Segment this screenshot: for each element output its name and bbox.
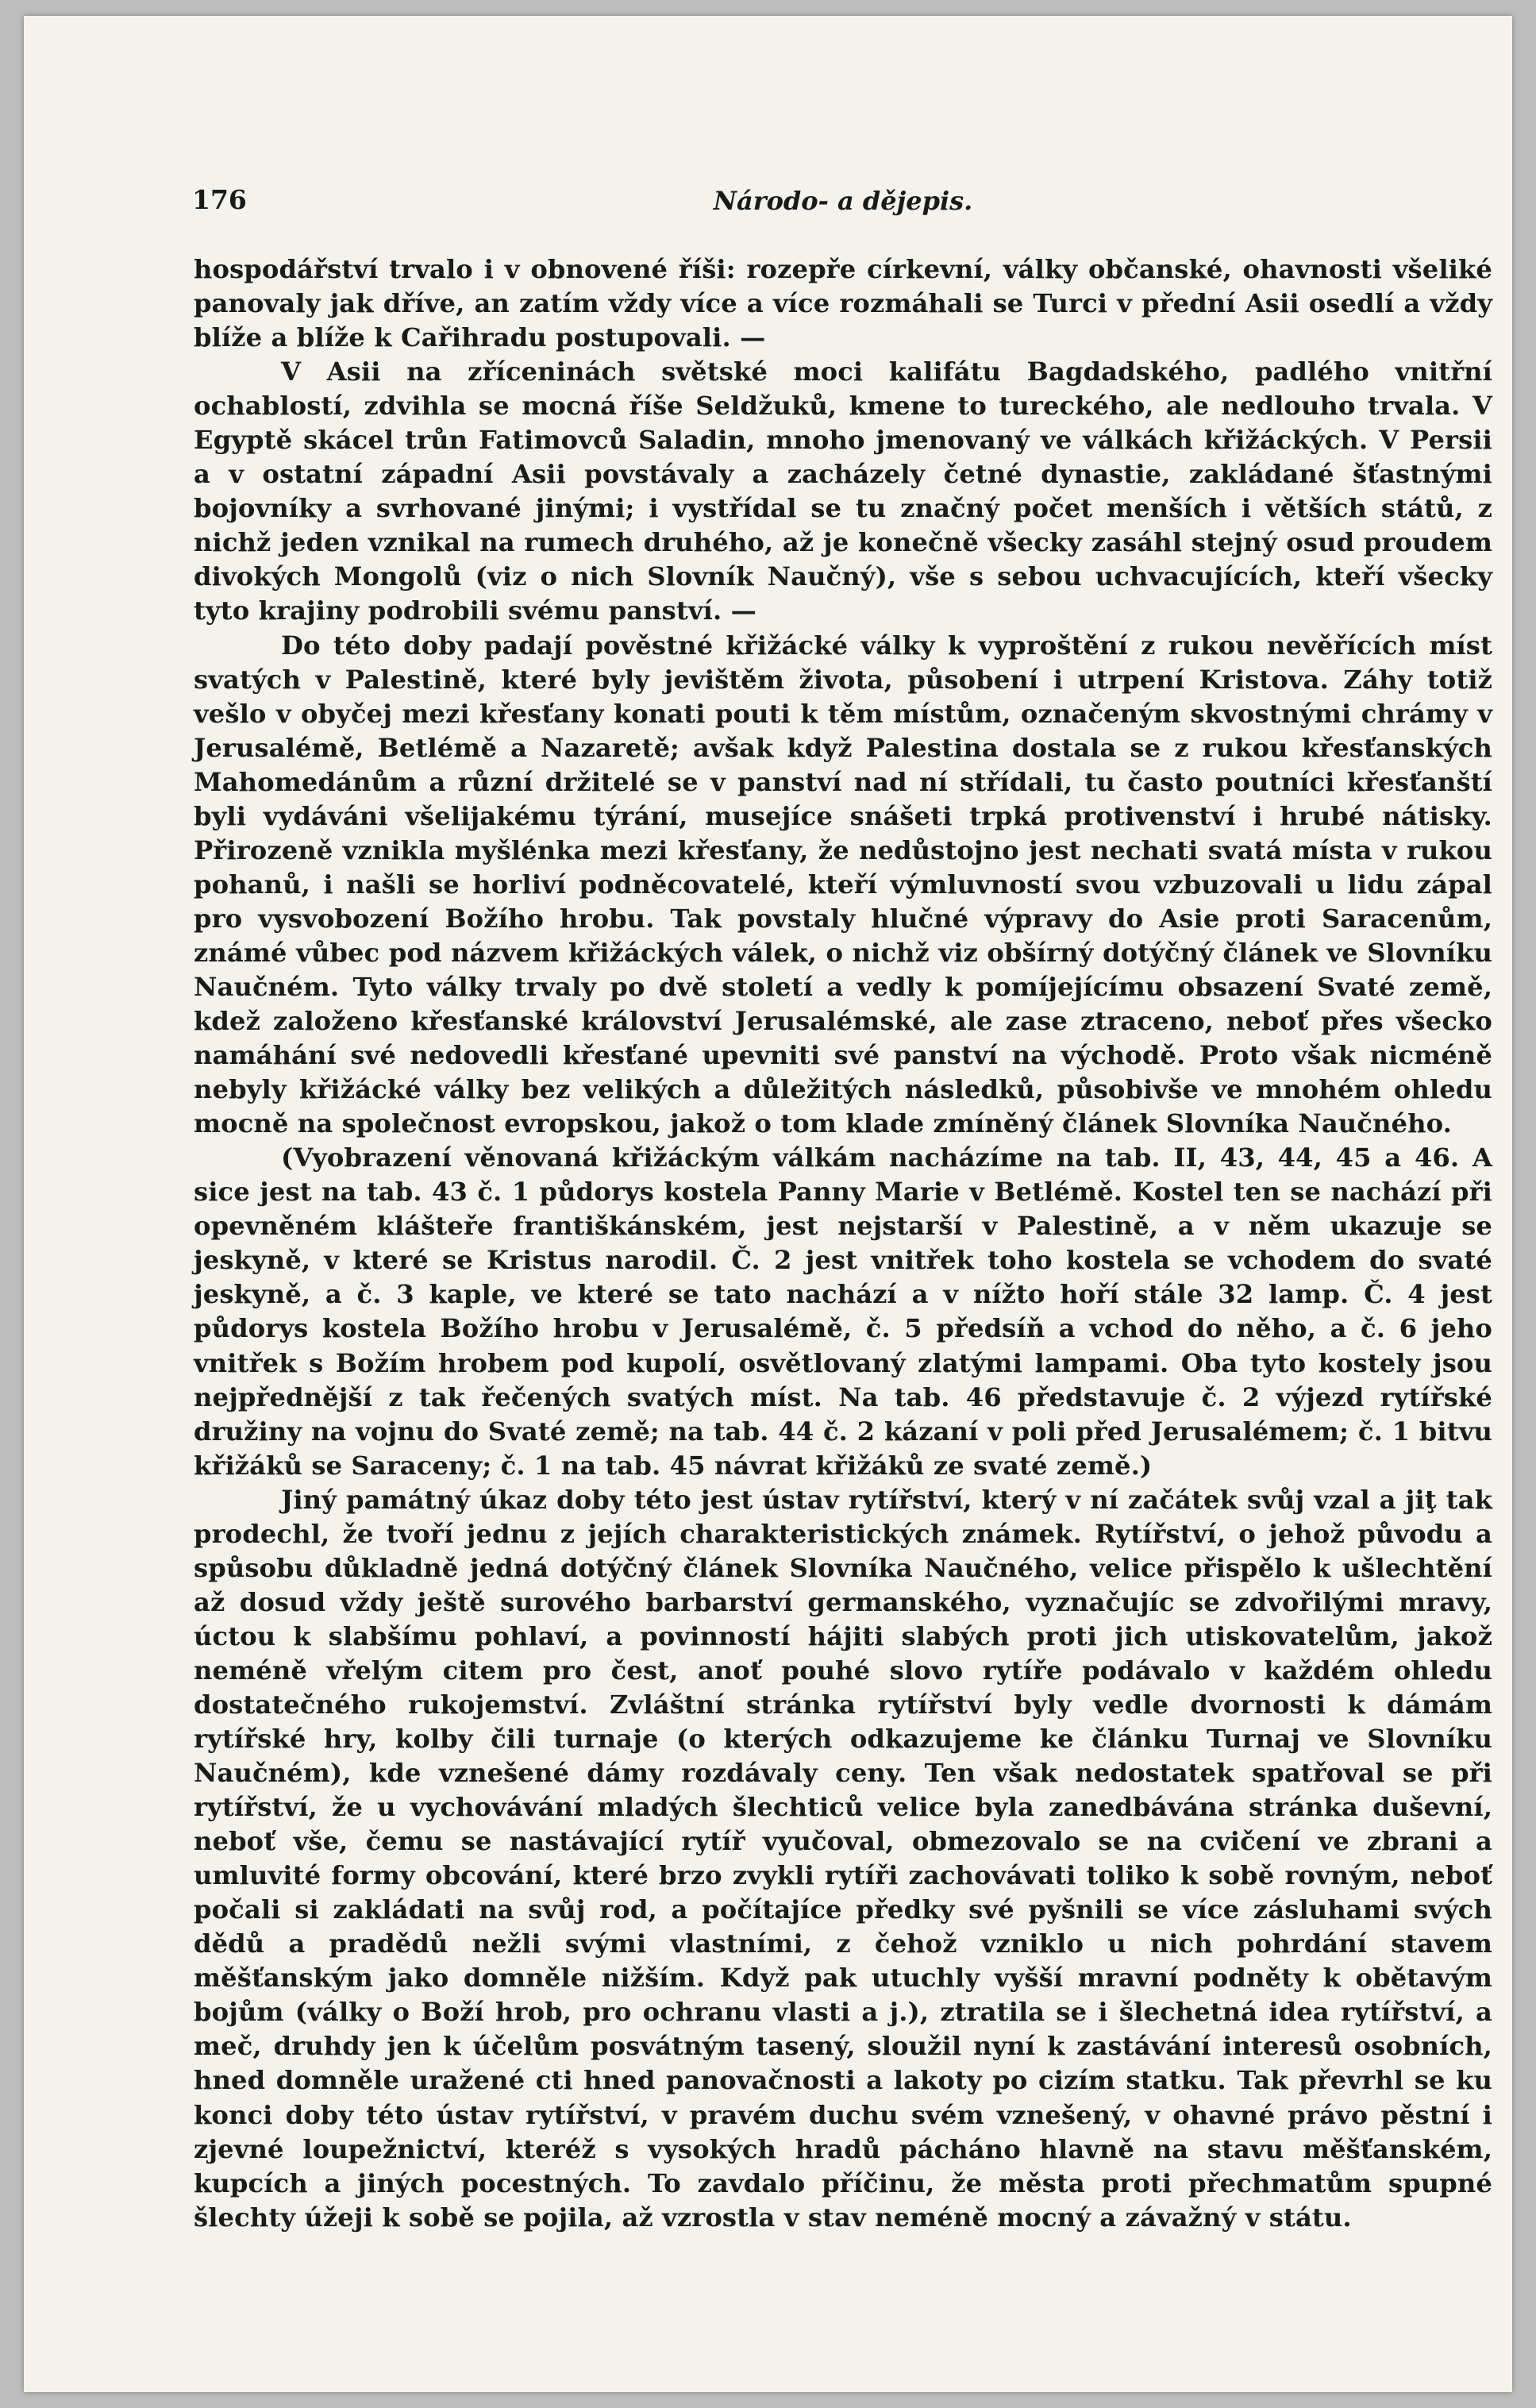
paragraph-crusades: Do této doby padají pověstné křižácké války k vyproštění z rukou nevěřících míst svatých v Palestině, které byly jevištěm života, působení i utrpení Kristova. Záhy totiž vešlo v obyčej mezi křesťany konati pouti k těm místům, označeným skvostnými chrámy v Jerusalémě, Betlémě a Nazaretě; avšak když Palestina dostala se z rukou křesťanských Mahomedánům a různí držitelé se v panství nad ní střídali, tu často poutníci křesťanští byli vydáváni všelijakému týrání, musejíce snášeti trpká protivenství i hrubé nátisky. Přirozeně vznikla myšlénka mezi křesťany, že nedůstojno jest nechati svatá místa v rukou pohanů, i našli se horliví podněcovatelé, kteří výmluvností svou vzbuzovali u lidu zápal pro vysvobození Božího hrobu. Tak povstaly hlučné výpravy do Asie proti Saracenům, známé vůbec pod názvem křižáckých válek, o nichž viz obšírný dotýčný článek ve Slovníku Naučném. Tyto války trvaly po dvě století a vedly k pomíjejícímu obsazení Svaté země, kdež založeno křesťanské království Jerusalémské, ale zase ztraceno, neboť přes všecko namáhání své nedovedli křesťané upevniti své panství na východě. Proto však nicméně nebyly křižácké války bez velikých a důležitých následků, působivše ve mnohém ohledu mocně na společnost evropskou, jakož o tom klade zmíněný článek Slovníka Naučného. bbox=[194, 630, 1492, 1139]
paragraph-chivalry: Jiný památný úkaz doby této jest ústav rytířství, který v ní začátek svůj vzal a jiţ tak prodechl, že tvoří jednu z jejích charakteristických známek. Rytířství, o jehož původu a spůsobu důkladně jedná dotýčný článek Slovníka Naučného, velice přispělo k ušlechtění až dosud vždy ještě surového barbarství germanského, vyznačujíc se zdvořilými mravy, úctou k slabšímu pohlaví, a povinností hájiti slabých proti jich utiskovatelům, jakož neméně vřelým citem pro čest, anoť pouhé slovo rytíře podávalo v každém ohledu dostatečného rukojemství. Zvláštní stránka rytířství byly vedle dvornosti k dámám rytířské hry, kolby čili turnaje (o kterých odkazujeme ke článku Turnaj ve Slovníku Naučném), kde vznešené dámy rozdávaly ceny. Ten však nedostatek spatřoval se při rytířství, že u vychovávání mladých šlechticů velice byla zanedbávána stránka duševní, neboť vše, čemu se nastávající rytíř vyučoval, obmezovalo se na cvičení ve zbrani a umluvité formy obcování, které brzo zvykli rytíři zachovávati toliko k sobě rovným, neboť počali si zakládati na svůj rod, a počítajíce předky své pyšnili se více zásluhami svých dědů a pradědů nežli svými vlastními, z čehož vzniklo u nich pohrdání stavem měšťanským jako domněle nižším. Když pak utuchly vyšší mravní podněty k obětavým bojům (války o Boží hrob, pro ochranu vlasti a j.), ztratila se i šlechetná idea rytířství, a meč, druhdy jen k účelům posvátným tasený, sloužil nyní k zastávání interesů osobních, hned domněle uražené cti hned panovačnosti a lakoty po cizím statku. Tak převrhl se ku konci doby této ústav rytířství, v pravém duchu svém vznešený, v ohavné právo pěstní i zjevné loupežnictví, kteréž s vysokých hradů pácháno hlavně na stavu měšťanském, kupcích a jiných pocestných. To zavdalo příčinu, že města proti přechmatům spupné šlechty úžeji k sobě se pojila, až vzrostla v stav neméně mocný a závažný v státu. bbox=[194, 1484, 1492, 2233]
paragraph-asia-dynasties: V Asii na zříceninách světské moci kalifátu Bagdadského, padlého vnitřní ochablostí, zdvihla se mocná říše Seldžuků, kmene to tureckého, ale nedlouho trvala. V Egyptě skácel trůn Fatimovců Saladin, mnoho jmenovaný ve válkách křižáckých. V Persii a v ostatní západní Asii povstávaly a zacházely četné dynastie, zakládané šťastnými bojovníky a svrhované jinými; i vystřídal se tu značný počet menších i větších států, z nichž jeden vznikal na rumech druhého, až je konečně všecky zasáhl stejný osud proudem divokých Mongolů (viz o nich Slovník Naučný), vše s sebou uchvacujících, kteří všecky tyto krajiny podrobili svému panství. — bbox=[194, 356, 1492, 626]
running-title: Národo- a dějepis. bbox=[713, 186, 973, 216]
body-text bbox=[194, 252, 1492, 2235]
book-page bbox=[24, 16, 1512, 2392]
page-number: 176 bbox=[192, 184, 247, 215]
paragraph-byzantine-continuation: hospodářství trvalo i v obnovené říši: rozepře církevní, války občanské, ohavnosti všeliké panovaly jak dříve, an zatím vždy více a více rozmáhali se Turci v přední Asii osedlí a vždy blíže a blíže k Cařihradu postupovali. — bbox=[194, 254, 1492, 353]
running-head bbox=[192, 184, 1494, 224]
paragraph-illustrations-note: (Vyobrazení věnovaná křižáckým válkám nacházíme na tab. II, 43, 44, 45 a 46. A sice jest na tab. 43 č. 1 půdorys kostela Panny Marie v Betlémě. Kostel ten se nachází při opevněném klášteře františkánském, jest nejstarší v Palestině, a v něm ukazuje se jeskyně, v které se Kristus narodil. Č. 2 jest vnitřek toho kostela se vchodem do svaté jeskyně, a č. 3 kaple, ve které se tato nachází a v nížto hoří stále 32 lamp. Č. 4 jest půdorys kostela Božího hrobu v Jerusalémě, č. 5 předsíň a vchod do něho, a č. 6 jeho vnitřek s Božím hrobem pod kupolí, osvětlovaný zlatými lampami. Oba tyto kostely jsou nejpřednější z tak řečených svatých míst. Na tab. 46 představuje č. 2 výjezd rytířské družiny na vojnu do Svaté země; na tab. 44 č. 2 kázaní v poli před Jerusalémem; č. 1 bitvu křižáků se Saraceny; č. 1 na tab. 45 návrat křižáků ze svaté země.) bbox=[194, 1142, 1492, 1481]
